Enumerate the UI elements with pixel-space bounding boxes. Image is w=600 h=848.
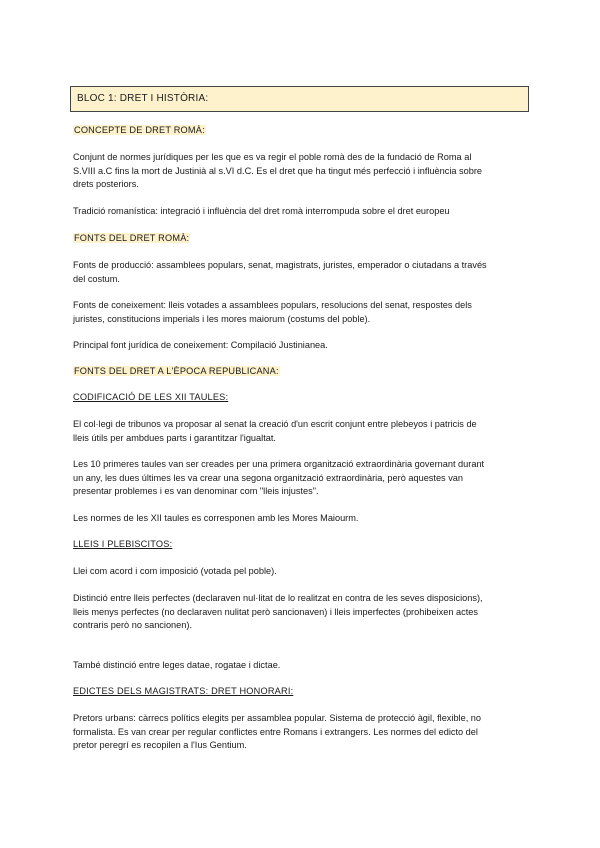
bloc-title-box [70, 86, 529, 112]
paragraph-line: Tradició romanística: integració i influència del dret romà interrompuda sobre el dret europeu [73, 206, 450, 216]
paragraph-line: pretor peregrí es recopilen a l'Ius Gentium. [73, 740, 247, 750]
paragraph-line: presentar problemes i es van denominar com "lleis injustes". [73, 486, 319, 496]
heading-concepte: CONCEPTE DE DRET ROMÀ: [74, 125, 205, 135]
subheading-xii-taules: CODIFICACIÓ DE LES XII TAULES: [73, 392, 229, 402]
paragraph-line: formalista. Es van crear per regular conflictes entre Romans i extrangers. Les normes del edicto del [73, 726, 478, 737]
heading-fonts: FONTS DEL DRET ROMÀ: [74, 233, 190, 243]
paragraph-line: lleis menys perfectes (no declaraven nulitat però sancionaven) i lleis imperfectes (prohibeixen actes [73, 606, 478, 617]
paragraph-line: Pretors urbans: càrrecs polítics elegits per assamblea popular. Sistema de protecció àgil, flexible, no [73, 713, 482, 723]
paragraph-line: juristes, constitucions imperials i les mores maiorum (costums del poble). [73, 313, 371, 324]
subheading-lleis: LLEIS I PLEBISCITOS: [73, 539, 173, 549]
subheading-edictes: EDICTES DELS MAGISTRATS: DRET HONORARI: [73, 686, 294, 696]
paragraph-line: contraris però no sancionen). [73, 620, 192, 630]
bloc-title: BLOC 1: DRET I HISTÒRIA: [77, 93, 209, 104]
paragraph-line: Principal font jurídica de coneixement: Compilació Justinianea. [73, 340, 328, 350]
paragraph-line: Les 10 primeres taules van ser creades per una primera organització extraordinària governant durant [73, 459, 485, 469]
paragraph-line: drets posteriors. [73, 179, 139, 189]
paragraph-line: També distinció entre leges datae, rogatae i dictae. [73, 660, 281, 670]
paragraph-line: S.VIII a.C fins la mort de Justinià al s.VI d.C. Es el dret que ha tingut més perfecció i influència sobre [73, 165, 483, 176]
paragraph-line: un any, les dues últimes les va crear una segona organització extraordinària, però aquestes van [73, 472, 464, 483]
paragraph-line: lleis útils per ambdues parts i garantitzar l'igualtat. [73, 432, 276, 443]
paragraph-line: Conjunt de normes jurídiques per les que es va regir el poble romà des de la fundació de Roma al [73, 152, 472, 162]
paragraph-line: Les normes de les XII taules es corresponen amb les Mores Maiourm. [73, 513, 359, 523]
paragraph-line: Llei com acord i com imposició (votada pel poble). [73, 566, 277, 576]
heading-fonts-republicana: FONTS DEL DRET A L'ÈPOCA REPUBLICANA: [74, 366, 279, 376]
paragraph-line: Distinció entre lleis perfectes (declaraven nul·litat de lo realitzat en contra de les seves disposicions), [73, 593, 483, 603]
paragraph-line: Fonts de producció: assamblees populars, senat, magistrats, juristes, emperador o ciutadans a través [73, 260, 487, 270]
paragraph-line: Fonts de coneixement: lleis votades a assamblees populars, resolucions del senat, respostes dels [73, 300, 472, 310]
paragraph-line: del costum. [73, 273, 120, 284]
paragraph-line: El col·legi de tribunos va proposar al senat la creació d'un escrit conjunt entre plebeyos i patricis de [73, 419, 477, 429]
